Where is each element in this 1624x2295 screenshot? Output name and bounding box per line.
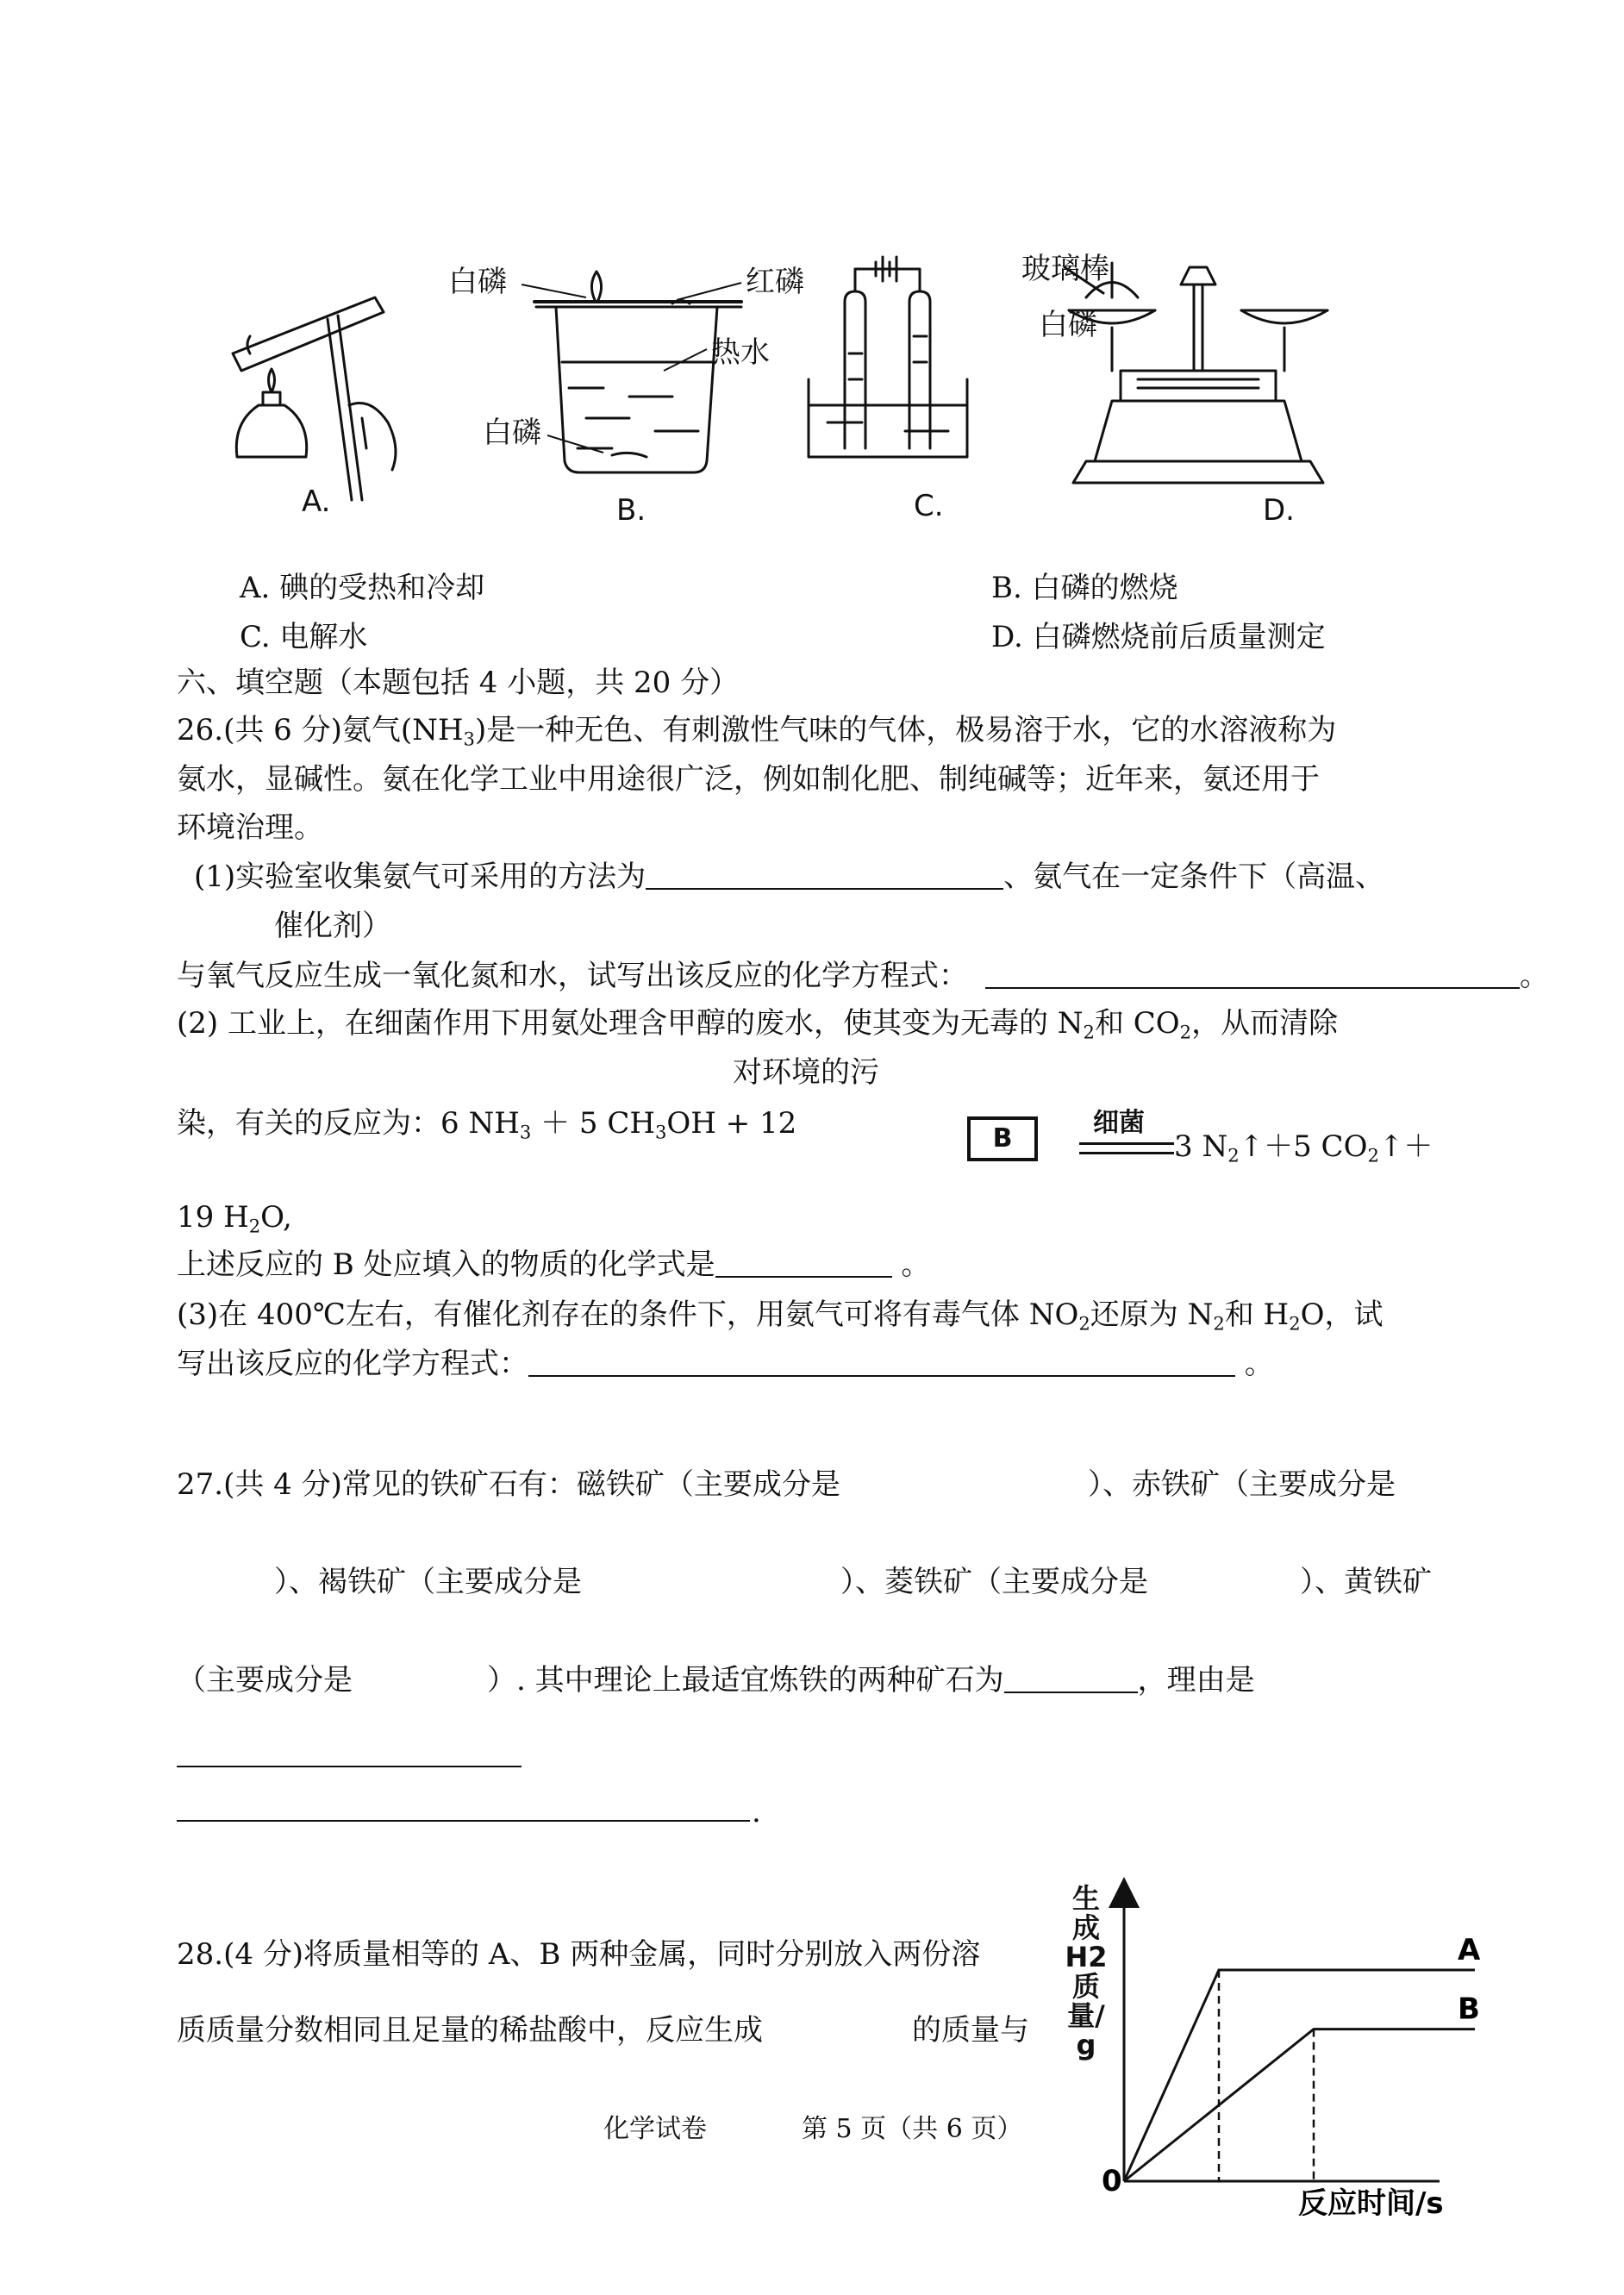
q26-reaction-water: 19 $H_2O$, xyxy=(177,1200,292,1237)
chart-origin-label: 0 xyxy=(1102,2164,1122,2198)
q27-answer-blank-1[interactable] xyxy=(1004,1666,1138,1693)
caption-a: A. xyxy=(302,485,331,519)
caption-b: B. xyxy=(616,493,646,528)
h2-mass-chart xyxy=(1034,1875,1483,2216)
q27-line3-a: （主要成分是 xyxy=(177,1663,353,1698)
label-red-phosphorus: 红磷 xyxy=(746,265,804,299)
label-white-phosphorus-top: 白磷 xyxy=(448,265,507,299)
label-hot-water: 热水 xyxy=(711,335,770,370)
series-line-a xyxy=(1124,1970,1475,2181)
reactant-b-box xyxy=(967,1116,1038,1161)
q26-part3-line: (3)在 400℃左右，有催化剂存在的条件下，用氨气可将有毒气体 $NO_2$还原为 $N_2$和 $H_2O$，试 xyxy=(177,1298,1384,1335)
label-white-phosphorus-balance: 白磷 xyxy=(1039,308,1097,342)
label-glass-rod: 玻璃棒 xyxy=(1021,252,1109,286)
reactant-b-label: B xyxy=(992,1123,1013,1154)
option-c: C. 电解水 xyxy=(240,620,368,654)
footer-page-number: 第 5 页（共 6 页） xyxy=(802,2114,1023,2144)
apparatus-d xyxy=(1065,263,1327,483)
q26-part1-equation-line: 与氧气反应生成一氧化氮和水，试写出该反应的化学方程式： 。 xyxy=(177,959,1549,993)
q27-end-period: . xyxy=(752,1795,761,1829)
caption-c: C. xyxy=(914,489,944,523)
q27-answer-line-1[interactable] xyxy=(177,1766,522,1767)
apparatus-b xyxy=(534,272,741,472)
q26-part2-question: 上述反应的 B 处应填入的物质的化学式是 。 xyxy=(177,1248,931,1282)
q26-products: 3 $N_2↑+5$ $CO_2↑+$ xyxy=(1174,1129,1433,1166)
q26-answer-blank-4[interactable] xyxy=(528,1349,1235,1377)
q26-part1-line: (1)实验室收集氨气可采用的方法为 、氨气在一定条件下（高温、 xyxy=(194,860,1385,894)
chart-x-label: 反应时间/s xyxy=(1298,2186,1444,2216)
apparatus-a xyxy=(233,297,396,500)
q26-line2: 氨水，显碱性。氨在化学工业中用途很广泛，例如制化肥、制纯碱等；近年来，氨还用于 xyxy=(177,762,1320,797)
q27-line2-c: ）、黄铁矿 xyxy=(1300,1565,1432,1599)
series-label-a: A xyxy=(1458,1933,1481,1967)
q27-line2-b: ）、菱铁矿（主要成分是 xyxy=(840,1565,1148,1599)
q26-answer-blank-3[interactable] xyxy=(715,1250,892,1278)
q26-part2-line: (2) 工业上，在细菌作用下用氨处理含甲醇的废水，使其变为无毒的 $N_2$和 $CO_2$，从而清除 xyxy=(177,1006,1339,1043)
q27-line2-a: ）、褐铁矿（主要成分是 xyxy=(274,1565,582,1599)
series-label-b: B xyxy=(1458,1992,1480,2027)
series-line-b xyxy=(1124,2029,1475,2181)
q28-line2-b: 的质量与 xyxy=(912,2013,1029,2048)
q28-line1: 28.(4 分)将质量相等的 A、B 两种金属，同时分别放入两份溶 xyxy=(177,1937,981,1972)
section-title: 六、填空题（本题包括 4 小题，共 20 分） xyxy=(177,666,740,700)
caption-d: D. xyxy=(1263,493,1295,528)
chart-y-label: 生成H2质量/g xyxy=(1065,1882,1108,2061)
option-b: B. 白磷的燃烧 xyxy=(991,571,1178,605)
option-a: A. 碘的受热和冷却 xyxy=(240,571,485,605)
q26-line3: 环境治理。 xyxy=(177,810,323,845)
label-white-phosphorus-bottom: 白磷 xyxy=(483,416,541,450)
q26-answer-blank-2[interactable] xyxy=(985,961,1520,989)
q27-answer-line-2[interactable] xyxy=(177,1820,750,1822)
q27-line3-b: ）. 其中理论上最适宜炼铁的两种矿石为 ，理由是 xyxy=(487,1663,1255,1698)
q26-reaction-line: 染，有关的反应为：6 $NH_3 + 5$ $CH_3OH + 12$ xyxy=(177,1106,797,1143)
bacteria-condition: 细菌 xyxy=(1093,1108,1145,1138)
q26-answer-blank-1[interactable] xyxy=(646,862,1003,890)
q26-line1: 26.(共 6 分)氨气$(NH_3)$是一种无色、有刺激性气味的气体，极易溶于水，它的水溶液称为 xyxy=(177,713,1337,750)
option-d: D. 白磷燃烧前后质量测定 xyxy=(991,620,1326,654)
q26-part1-cont: 催化剂） xyxy=(274,909,391,943)
q28-line2-a: 质质量分数相同且足量的稀盐酸中，反应生成 xyxy=(177,2013,763,2048)
q26-part2-cont: 对环境的污 xyxy=(733,1055,879,1090)
footer-subject: 化学试卷 xyxy=(603,2114,707,2144)
apparatus-drawings xyxy=(224,250,1414,535)
reaction-equals-sign xyxy=(1079,1142,1174,1154)
experiment-figure xyxy=(224,250,1414,535)
q26-part3-question: 写出该反应的化学方程式： 。 xyxy=(177,1347,1274,1381)
q27-line1-a: 27.(共 4 分)常见的铁矿石有：磁铁矿（主要成分是 xyxy=(177,1467,840,1502)
q27-line1-b: ）、赤铁矿（主要成分是 xyxy=(1088,1467,1396,1502)
apparatus-c xyxy=(809,257,967,457)
